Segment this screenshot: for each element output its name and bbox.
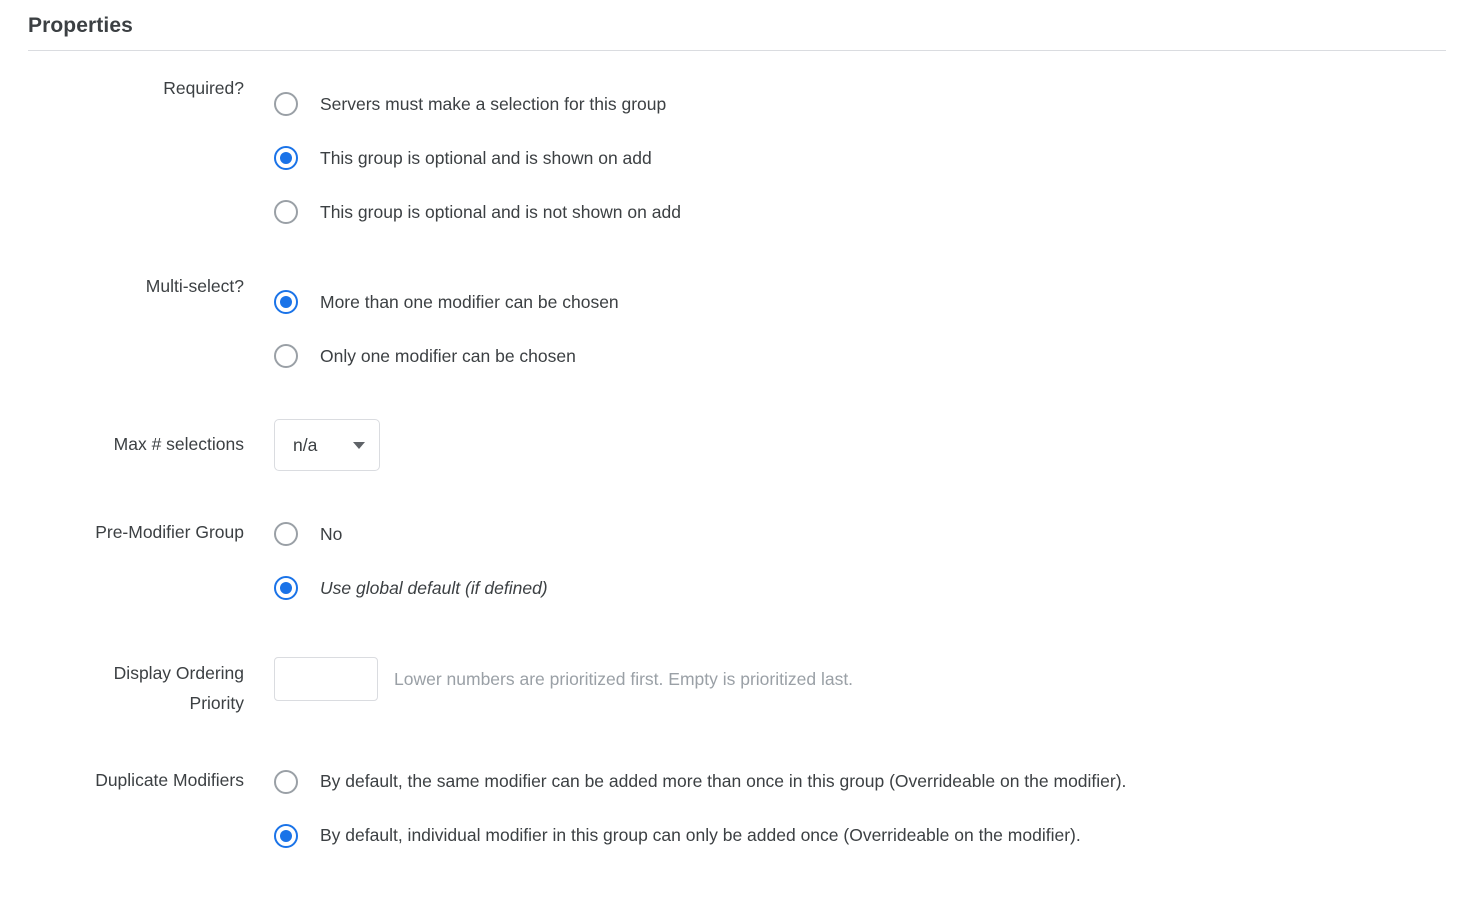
- radio-option-required-0[interactable]: [274, 77, 1446, 131]
- radio-label: Use global default (if defined): [320, 577, 548, 598]
- radio-option-required-1[interactable]: [274, 131, 1446, 185]
- label-line-2: Priority: [189, 692, 244, 713]
- radio-label: This group is optional and is not shown on add: [320, 201, 681, 222]
- field-max-selections-label: Max # selections: [113, 434, 244, 454]
- radio-label: Only one modifier can be chosen: [320, 345, 576, 366]
- radio-icon-selected[interactable]: [274, 824, 298, 848]
- radio-icon[interactable]: [274, 92, 298, 116]
- field-duplicate-modifiers-label: Duplicate Modifiers: [95, 769, 244, 790]
- field-max-selections: [28, 419, 1446, 471]
- display-ordering-priority-input[interactable]: [274, 657, 378, 701]
- field-required-options: [274, 77, 1446, 239]
- radio-option-required-2[interactable]: [274, 185, 1446, 239]
- display-ordering-priority-hint: Lower numbers are prioritized first. Empty is prioritized last.: [394, 668, 854, 689]
- radio-label: This group is optional and is shown on add: [320, 147, 652, 168]
- radio-icon-selected[interactable]: [274, 146, 298, 170]
- radio-label: More than one modifier can be chosen: [320, 291, 619, 312]
- label-line-1: Display Ordering: [113, 663, 244, 683]
- radio-label: Servers must make a selection for this group: [320, 93, 667, 114]
- field-pre-modifier-group-options: [274, 507, 1446, 615]
- radio-option-duplicate-1[interactable]: [274, 809, 1446, 863]
- spacer: [28, 719, 1446, 755]
- max-selections-dropdown[interactable]: [274, 419, 380, 471]
- radio-icon-selected[interactable]: [274, 290, 298, 314]
- radio-icon[interactable]: [274, 522, 298, 546]
- radio-label: No: [320, 523, 343, 544]
- field-pre-modifier-group: [28, 507, 1446, 615]
- radio-option-premodifier-1[interactable]: [274, 561, 1446, 615]
- field-max-selections-control: [274, 419, 1446, 471]
- field-multi-select-options: [274, 275, 1446, 383]
- properties-form: [28, 51, 1446, 863]
- chevron-down-icon: [353, 442, 365, 449]
- field-display-ordering-priority-control: [274, 651, 1446, 701]
- field-multi-select: [28, 275, 1446, 383]
- radio-label: By default, the same modifier can be added more than once in this group (Overrideable on the modifier).: [320, 771, 1127, 791]
- radio-icon[interactable]: [274, 344, 298, 368]
- radio-option-multiselect-0[interactable]: [274, 275, 1446, 329]
- radio-option-multiselect-1[interactable]: [274, 329, 1446, 383]
- field-display-ordering-priority-label: [28, 651, 274, 719]
- field-duplicate-modifiers: [28, 755, 1446, 863]
- radio-icon[interactable]: [274, 200, 298, 224]
- radio-option-duplicate-0[interactable]: [274, 755, 1446, 809]
- radio-option-premodifier-0[interactable]: [274, 507, 1446, 561]
- field-multi-select-label: Multi-select?: [145, 276, 244, 296]
- page-title: Properties: [28, 0, 1446, 51]
- field-required-label: Required?: [163, 78, 244, 98]
- radio-icon[interactable]: [274, 770, 298, 794]
- spacer: [28, 239, 1446, 275]
- field-display-ordering-priority: [28, 651, 1446, 719]
- max-selections-value: n/a: [293, 434, 318, 455]
- field-required: [28, 77, 1446, 239]
- spacer: [28, 615, 1446, 651]
- field-duplicate-modifiers-options: [274, 755, 1446, 863]
- spacer: [28, 383, 1446, 419]
- radio-label: By default, individual modifier in this group can only be added once (Overrideable on the modifier).: [320, 825, 1081, 845]
- spacer: [28, 471, 1446, 507]
- field-pre-modifier-group-label: Pre-Modifier Group: [95, 522, 244, 542]
- radio-icon-selected[interactable]: [274, 576, 298, 600]
